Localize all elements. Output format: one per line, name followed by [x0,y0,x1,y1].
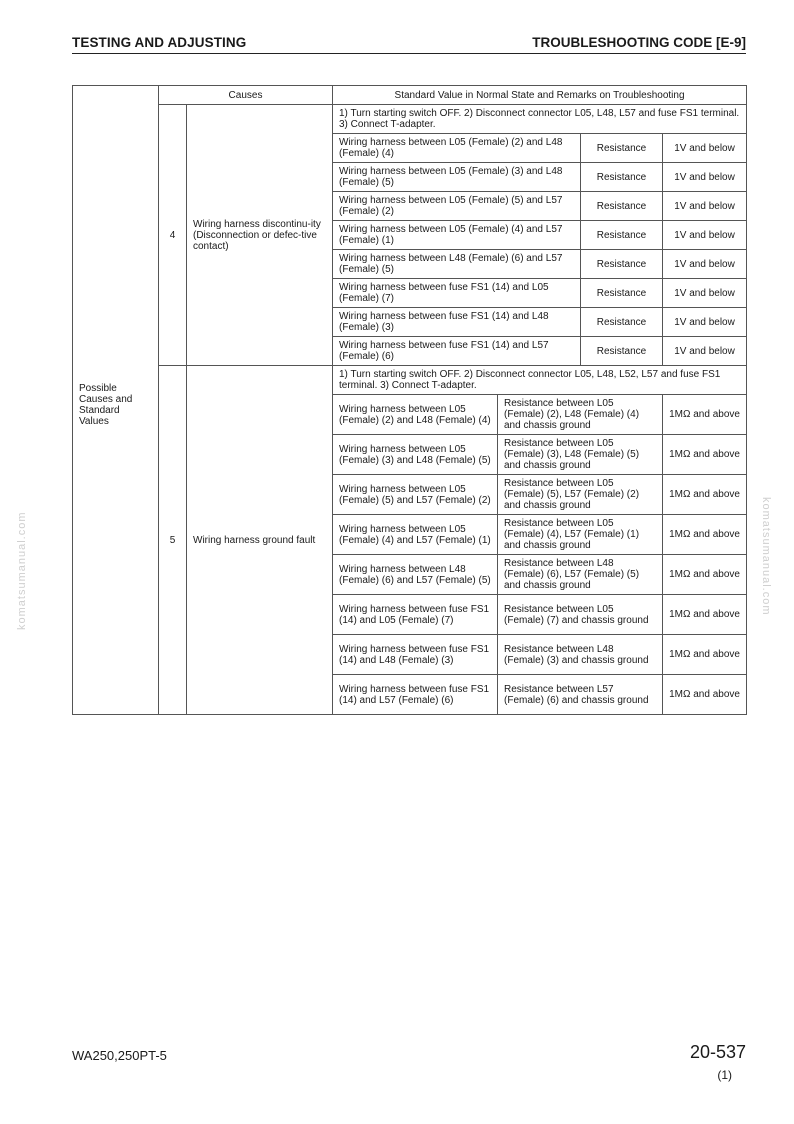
watermark-left: komatsumanual.com [16,511,28,630]
cause-label: Wiring harness ground fault [187,366,333,715]
check-method: Resistance between L48 (Female) (6), L57 (Female) (5) and chassis ground [498,555,663,595]
standard-value: 1V and below [663,192,747,221]
standard-value: 1MΩ and above [663,675,747,715]
standard-value: 1V and below [663,337,747,366]
check-method: Resistance between L05 (Female) (3), L48 (Female) (5) and chassis ground [498,435,663,475]
standard-value: 1V and below [663,279,747,308]
standard-value: 1V and below [663,308,747,337]
check-method: Resistance between L48 (Female) (3) and chassis ground [498,635,663,675]
standard-value: 1MΩ and above [663,555,747,595]
check-method: Resistance between L05 (Female) (5), L57 (Female) (2) and chassis ground [498,475,663,515]
check-item: Wiring harness between L05 (Female) (4) and L57 (Female) (1) [333,221,581,250]
procedure-instruction: 1) Turn starting switch OFF. 2) Disconnect connector L05, L48, L52, L57 and fuse FS1 terminal. 3) Connect T-adapter. [333,366,747,395]
check-item: Wiring harness between fuse FS1 (14) and L57 (Female) (6) [333,337,581,366]
check-method: Resistance [581,250,663,279]
col-standard-header: Standard Value in Normal State and Remarks on Troubleshooting [333,86,747,105]
instruction-row [73,105,747,134]
check-method: Resistance [581,308,663,337]
check-item: Wiring harness between L05 (Female) (3) and L48 (Female) (5) [333,435,498,475]
check-item: Wiring harness between L05 (Female) (5) and L57 (Female) (2) [333,475,498,515]
standard-value: 1MΩ and above [663,395,747,435]
revision-number: (1) [717,1068,732,1082]
check-item: Wiring harness between fuse FS1 (14) and L05 (Female) (7) [333,279,581,308]
check-method: Resistance [581,134,663,163]
procedure-instruction: 1) Turn starting switch OFF. 2) Disconnect connector L05, L48, L57 and fuse FS1 terminal. 3) Connect T-adapter. [333,105,747,134]
check-item: Wiring harness between L05 (Female) (2) and L48 (Female) (4) [333,134,581,163]
watermark-right: komatsumanual.com [760,497,772,616]
side-label: Possible Causes and Standard Values [79,383,133,427]
standard-value: 1V and below [663,163,747,192]
check-item: Wiring harness between L48 (Female) (6) and L57 (Female) (5) [333,555,498,595]
check-item: Wiring harness between fuse FS1 (14) and L05 (Female) (7) [333,595,498,635]
check-item: Wiring harness between L05 (Female) (4) and L57 (Female) (1) [333,515,498,555]
causes-table [72,85,747,715]
table-header-row [73,86,747,105]
check-item: Wiring harness between L05 (Female) (2) and L48 (Female) (4) [333,395,498,435]
section-title: TESTING AND ADJUSTING [72,35,247,50]
check-item: Wiring harness between L05 (Female) (3) and L48 (Female) (5) [333,163,581,192]
check-method: Resistance [581,279,663,308]
check-method: Resistance between L57 (Female) (6) and chassis ground [498,675,663,715]
check-method: Resistance between L05 (Female) (2), L48 (Female) (4) and chassis ground [498,395,663,435]
troubleshooting-code-title: TROUBLESHOOTING CODE [E-9] [532,35,746,50]
col-causes-header: Causes [159,86,333,105]
standard-value: 1MΩ and above [663,595,747,635]
standard-value: 1MΩ and above [663,635,747,675]
page-header [72,33,746,54]
standard-value: 1V and below [663,221,747,250]
standard-value: 1V and below [663,134,747,163]
standard-value: 1MΩ and above [663,515,747,555]
side-label-cell [73,86,159,715]
check-item: Wiring harness between fuse FS1 (14) and L48 (Female) (3) [333,635,498,675]
instruction-row [73,366,747,395]
check-method: Resistance [581,221,663,250]
check-method: Resistance between L05 (Female) (7) and chassis ground [498,595,663,635]
standard-value: 1MΩ and above [663,435,747,475]
standard-value: 1MΩ and above [663,475,747,515]
cause-number: 5 [159,366,187,715]
standard-value: 1V and below [663,250,747,279]
check-method: Resistance between L05 (Female) (4), L57 (Female) (1) and chassis ground [498,515,663,555]
check-item: Wiring harness between fuse FS1 (14) and L48 (Female) (3) [333,308,581,337]
check-method: Resistance [581,192,663,221]
check-item: Wiring harness between L05 (Female) (5) and L57 (Female) (2) [333,192,581,221]
check-method: Resistance [581,163,663,192]
check-method: Resistance [581,337,663,366]
check-item: Wiring harness between fuse FS1 (14) and L57 (Female) (6) [333,675,498,715]
model-number: WA250,250PT-5 [72,1048,167,1063]
cause-label: Wiring harness discontinu-ity (Disconnection or defec-tive contact) [187,105,333,366]
page-number: 20-537 [689,1042,746,1062]
cause-number: 4 [159,105,187,366]
check-item: Wiring harness between L48 (Female) (6) and L57 (Female) (5) [333,250,581,279]
